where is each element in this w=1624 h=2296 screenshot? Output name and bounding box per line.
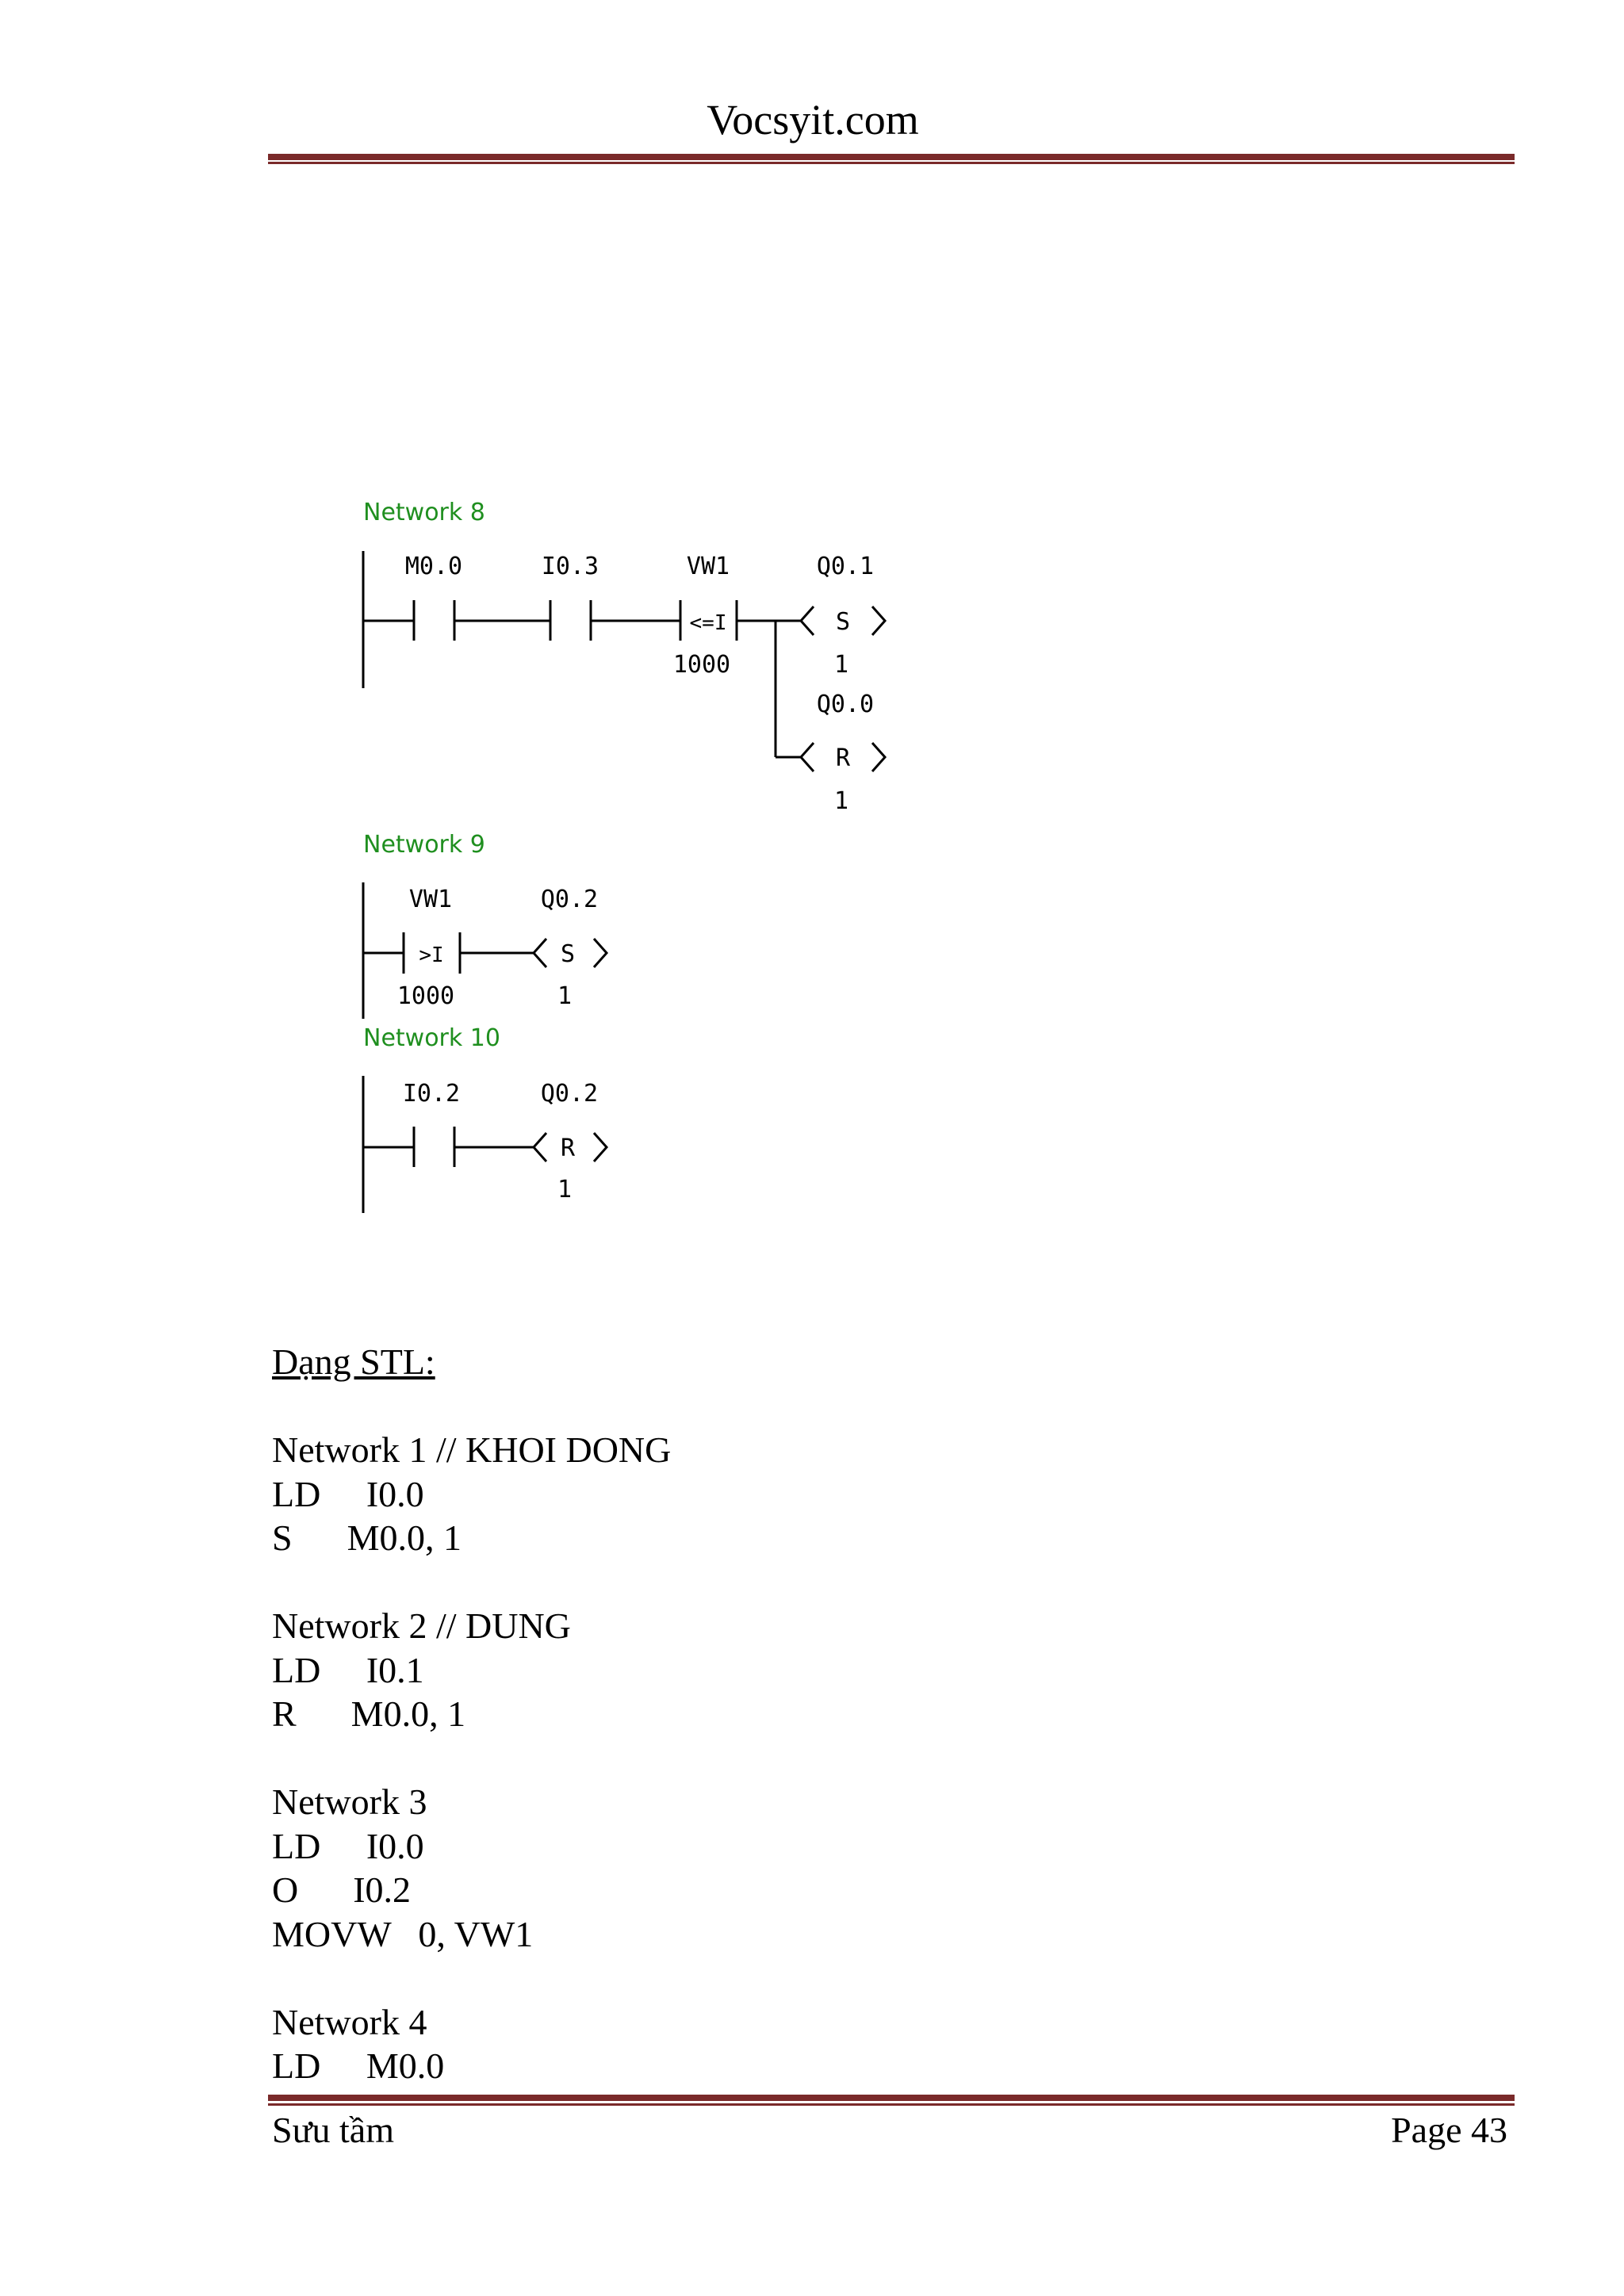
footer-rule-thin: [268, 2103, 1515, 2106]
n10-contact-address: I0.2: [402, 1080, 461, 1108]
n8-coil1-n: 1: [833, 651, 849, 679]
n9-coil-right: [594, 939, 607, 967]
stl-line: LD I0.0: [272, 1473, 424, 1514]
stl-heading: Dạng STL:: [272, 1341, 435, 1382]
n9-coil-type: S: [560, 940, 576, 968]
n10-coil-address: Q0.2: [540, 1080, 599, 1108]
stl-line: MOVW 0, VW1: [272, 1913, 534, 1954]
n9-compare-value: 1000: [396, 982, 455, 1010]
stl-line: Network 4: [272, 2001, 427, 2042]
n9-coil-left: [534, 939, 546, 967]
page-number: Page 43: [1391, 2110, 1507, 2150]
n9-coil-address: Q0.2: [540, 886, 599, 913]
stl-line: LD I0.1: [272, 1649, 424, 1690]
stl-section: [272, 1340, 671, 2088]
stl-line: Network 2 // DUNG: [272, 1605, 571, 1646]
stl-line: LD M0.0: [272, 2045, 445, 2086]
network10-label: Network 10: [363, 1024, 500, 1052]
stl-line: LD I0.0: [272, 1825, 424, 1866]
n8-coil1-address: Q0.1: [816, 553, 875, 580]
stl-line: O I0.2: [272, 1869, 412, 1910]
n8-contact2-address: I0.3: [541, 553, 599, 580]
n10-coil-n: 1: [557, 1176, 573, 1203]
footer-rule: [268, 2095, 1515, 2101]
n8-coil1-type: S: [835, 608, 851, 636]
n10-coil-type: R: [560, 1135, 576, 1162]
page-header-title: Vocsyit.com: [707, 96, 919, 144]
network8-label: Network 8: [363, 499, 485, 526]
n8-compare-op: <=I: [689, 611, 727, 635]
stl-line: Network 3: [272, 1781, 427, 1822]
n9-compare-operand: VW1: [408, 886, 453, 913]
n9-coil-n: 1: [557, 982, 573, 1010]
n8-coil1-right: [872, 607, 885, 635]
n8-coil2-n: 1: [833, 787, 849, 815]
footer-source: Sưu tầm: [272, 2110, 394, 2150]
n10-coil-left: [534, 1133, 546, 1161]
stl-line: S M0.0, 1: [272, 1517, 462, 1558]
stl-spacer: [272, 1384, 671, 1429]
n10-coil-right: [594, 1133, 607, 1161]
stl-line: Network 1 // KHOI DONG: [272, 1429, 672, 1470]
n8-coil2-type: R: [835, 744, 851, 772]
n9-compare-op: >I: [419, 943, 444, 967]
stl-line: [272, 1956, 671, 2000]
n8-compare-value: 1000: [672, 651, 731, 679]
n8-coil2-address: Q0.0: [816, 691, 875, 718]
stl-line: [272, 1560, 671, 1605]
network9-label: Network 9: [363, 831, 485, 859]
n8-coil2-right: [872, 743, 885, 771]
n8-coil1-left: [801, 607, 814, 635]
n8-compare-operand: VW1: [686, 553, 730, 580]
stl-line: R M0.0, 1: [272, 1693, 466, 1734]
n8-contact1-address: M0.0: [404, 553, 463, 580]
stl-line: [272, 1736, 671, 1781]
n8-coil2-left: [801, 743, 814, 771]
